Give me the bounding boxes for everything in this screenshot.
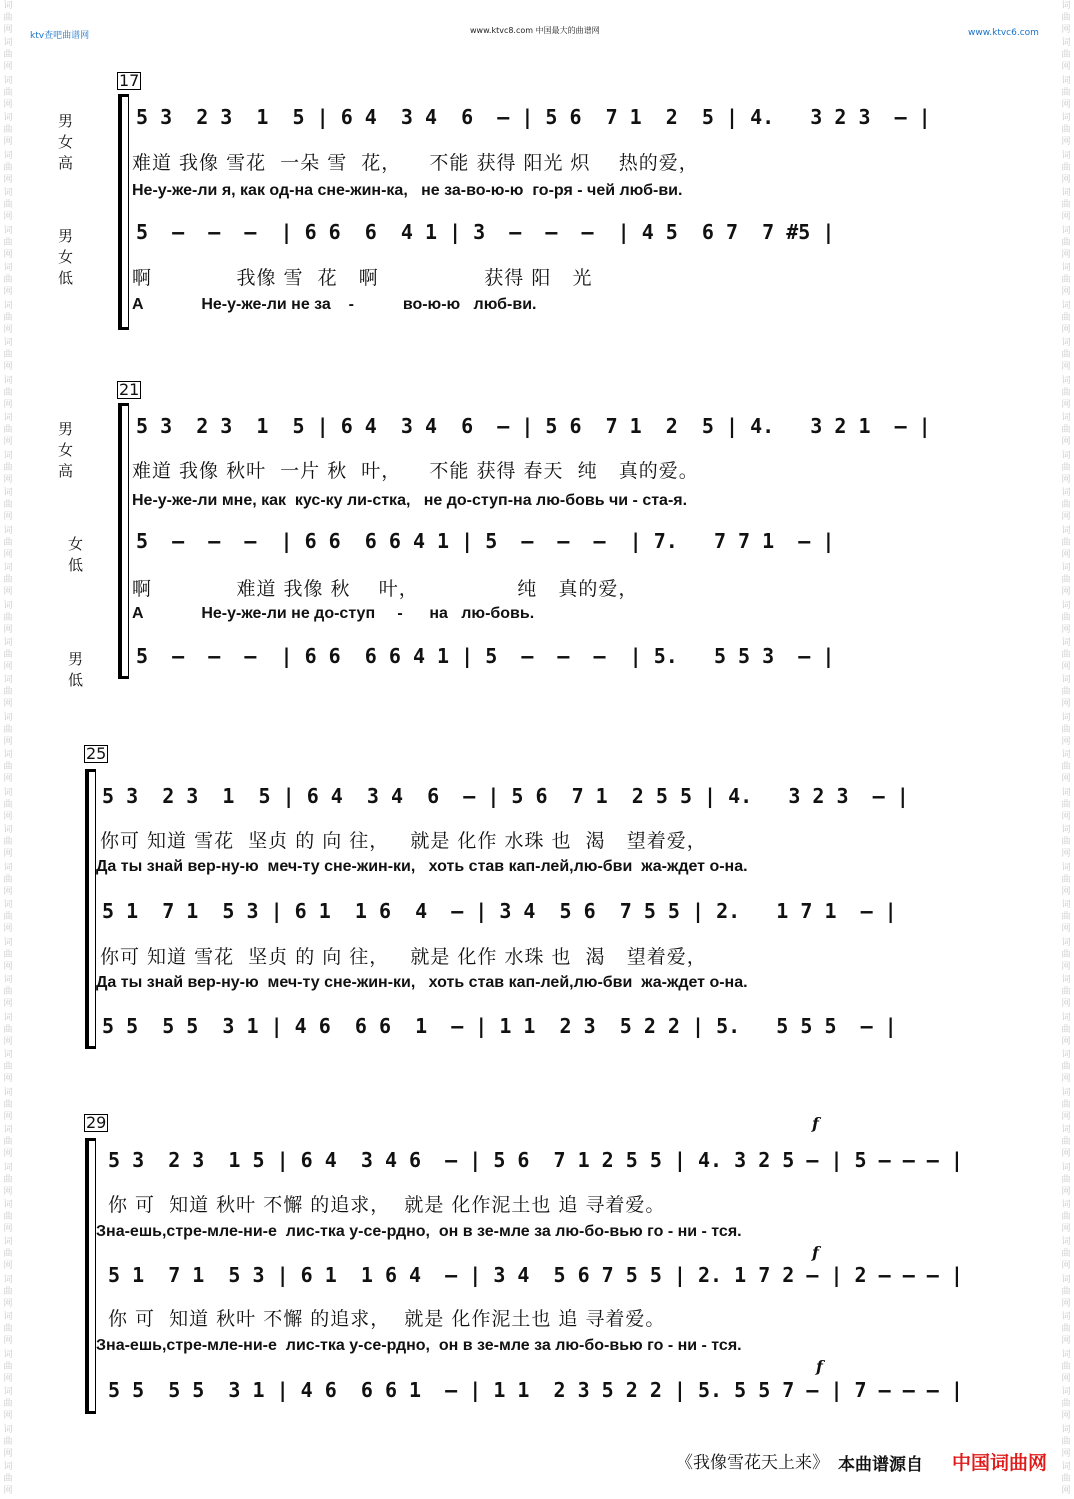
watermark-glyph: 词 bbox=[1061, 675, 1071, 686]
watermark-glyph: 网 bbox=[3, 212, 13, 223]
watermark-glyph: 网 bbox=[3, 1074, 13, 1085]
watermark-glyph: 词 bbox=[1061, 1349, 1071, 1360]
watermark-glyph: 网 bbox=[3, 174, 13, 185]
watermark-glyph: 曲 bbox=[3, 275, 13, 286]
watermark-glyph: 曲 bbox=[1061, 1062, 1071, 1073]
watermark-glyph: 网 bbox=[3, 774, 13, 785]
watermark-glyph: 网 bbox=[3, 62, 13, 73]
watermark-glyph: 词 bbox=[1061, 637, 1071, 648]
watermark-glyph: 词 bbox=[1061, 1200, 1071, 1210]
voice-label: 女低 bbox=[68, 535, 84, 574]
watermark-glyph: 曲 bbox=[1061, 1324, 1071, 1335]
watermark-glyph: 词 bbox=[1061, 825, 1071, 836]
watermark-glyph: 曲 bbox=[3, 237, 13, 248]
watermark-glyph: 网 bbox=[3, 1261, 13, 1272]
watermark-left bbox=[2, 0, 14, 1499]
watermark-glyph: 网 bbox=[3, 1336, 13, 1347]
watermark-glyph: 曲 bbox=[3, 1474, 13, 1485]
header-center-site: www.ktvc8.com 中国最大的曲谱网 bbox=[470, 26, 600, 35]
watermark-glyph: 词 bbox=[1061, 1274, 1071, 1285]
watermark-glyph: 曲 bbox=[3, 1137, 13, 1148]
watermark-glyph: 词 bbox=[3, 975, 13, 986]
watermark-glyph: 词 bbox=[1061, 488, 1071, 499]
watermark-glyph: 曲 bbox=[1061, 87, 1071, 98]
watermark-glyph: 词 bbox=[1061, 900, 1071, 911]
lyrics-chinese: 啊 难道 我像 秋 叶， 纯 真的爱， bbox=[132, 578, 639, 600]
watermark-glyph: 词 bbox=[3, 1387, 13, 1398]
watermark-glyph: 网 bbox=[3, 1036, 13, 1047]
watermark-glyph: 曲 bbox=[3, 312, 13, 323]
watermark-glyph: 词 bbox=[1061, 712, 1071, 723]
watermark-glyph: 词 bbox=[3, 1274, 13, 1285]
watermark-glyph: 网 bbox=[1061, 1486, 1071, 1497]
watermark-glyph: 网 bbox=[3, 399, 13, 410]
watermark-glyph: 词 bbox=[1061, 1237, 1071, 1248]
footer-source-label: 本曲谱源自 bbox=[838, 1455, 923, 1475]
dynamic-forte: f bbox=[816, 1357, 823, 1376]
watermark-glyph: 词 bbox=[1061, 975, 1071, 986]
watermark-glyph: 词 bbox=[1061, 563, 1071, 574]
lyrics-russian: Зна-ешь,стре-мле-ни-е лис-тка у-се-рдно, он в зе-мле за лю-бо-вью го - ни - тся. bbox=[96, 1223, 742, 1240]
watermark-glyph: 词 bbox=[3, 600, 13, 611]
watermark-glyph: 曲 bbox=[1061, 1399, 1071, 1410]
watermark-glyph: 网 bbox=[1061, 1411, 1071, 1422]
watermark-glyph: 曲 bbox=[1061, 50, 1071, 61]
watermark-glyph: 曲 bbox=[1061, 1099, 1071, 1110]
watermark-glyph: 网 bbox=[3, 25, 13, 35]
lyrics-russian: Не-у-же-ли мне, как кус-ку ли-стка, не до-ступ-на лю-бовь чи - ста-я. bbox=[132, 492, 688, 509]
watermark-glyph: 网 bbox=[3, 137, 13, 148]
watermark-glyph: 曲 bbox=[3, 537, 13, 548]
watermark-glyph: 曲 bbox=[3, 762, 13, 773]
watermark-glyph: 网 bbox=[3, 587, 13, 598]
watermark-glyph: 曲 bbox=[1061, 649, 1071, 660]
watermark-glyph: 词 bbox=[3, 1200, 13, 1210]
watermark-glyph: 曲 bbox=[3, 50, 13, 61]
watermark-glyph: 词 bbox=[3, 38, 13, 49]
watermark-glyph: 曲 bbox=[3, 13, 13, 23]
watermark-glyph: 网 bbox=[3, 999, 13, 1010]
watermark-glyph: 词 bbox=[3, 300, 13, 311]
watermark-glyph: 词 bbox=[1061, 75, 1071, 86]
watermark-glyph: 曲 bbox=[3, 1399, 13, 1410]
watermark-glyph: 曲 bbox=[1061, 1174, 1071, 1185]
notes-line: 5 3 2 3 1 5 | 6 4 3 4 6 – | 5 6 7 1 2 5 5 | 4. 3 2 5 – | 5 – – – | bbox=[108, 1148, 963, 1172]
watermark-glyph: 曲 bbox=[1061, 949, 1071, 960]
header-right-site: www.ktvc6.com bbox=[968, 28, 1039, 38]
watermark-glyph: 曲 bbox=[3, 1099, 13, 1110]
watermark-glyph: 词 bbox=[1061, 1387, 1071, 1398]
watermark-glyph: 曲 bbox=[3, 462, 13, 473]
watermark-glyph: 词 bbox=[3, 1237, 13, 1248]
lyrics-russian: Да ты знай вер-ну-ю меч-ту сне-жин-ки, хоть став кап-лей,лю-бви жа-ждет о-на. bbox=[96, 974, 748, 991]
watermark-glyph: 词 bbox=[1061, 600, 1071, 611]
notes-line: 5 3 2 3 1 5 | 6 4 3 4 6 – | 5 6 7 1 2 5 5 | 4. 3 2 3 – | bbox=[102, 784, 909, 808]
watermark-glyph: 网 bbox=[1061, 25, 1071, 35]
watermark-glyph: 网 bbox=[1061, 1336, 1071, 1347]
watermark-glyph: 词 bbox=[3, 825, 13, 836]
watermark-glyph: 曲 bbox=[3, 837, 13, 848]
watermark-glyph: 词 bbox=[1061, 787, 1071, 798]
notes-line: 5 3 2 3 1 5 | 6 4 3 4 6 – | 5 6 7 1 2 5 | 4. 3 2 3 – | bbox=[136, 105, 931, 129]
watermark-glyph: 曲 bbox=[1061, 987, 1071, 998]
lyrics-russian: Да ты знай вер-ну-ю меч-ту сне-жин-ки, хоть став кап-лей,лю-бви жа-ждет о-на. bbox=[96, 858, 748, 875]
system-line bbox=[95, 1138, 96, 1414]
watermark-glyph: 网 bbox=[3, 1448, 13, 1459]
watermark-glyph: 网 bbox=[3, 512, 13, 523]
measure-number: 21 bbox=[119, 380, 140, 399]
watermark-glyph: 词 bbox=[3, 263, 13, 274]
watermark-glyph: 词 bbox=[3, 563, 13, 574]
watermark-glyph: 曲 bbox=[3, 1361, 13, 1372]
watermark-glyph: 网 bbox=[1061, 661, 1071, 672]
watermark-glyph: 词 bbox=[3, 787, 13, 798]
watermark-glyph: 曲 bbox=[1061, 1249, 1071, 1260]
watermark-glyph: 曲 bbox=[1061, 1024, 1071, 1035]
watermark-glyph: 网 bbox=[3, 1486, 13, 1497]
watermark-glyph: 词 bbox=[3, 712, 13, 723]
watermark-glyph: 词 bbox=[3, 1050, 13, 1061]
watermark-glyph: 曲 bbox=[3, 1174, 13, 1185]
lyrics-chinese: 难道 我像 雪花 一朵 雪 花， 不能 获得 阳光 炽 热的爱， bbox=[132, 152, 699, 174]
watermark-glyph: 曲 bbox=[1061, 687, 1071, 698]
watermark-glyph: 网 bbox=[1061, 1448, 1071, 1459]
watermark-glyph: 网 bbox=[1061, 736, 1071, 747]
watermark-glyph: 曲 bbox=[1061, 500, 1071, 511]
watermark-glyph: 网 bbox=[1061, 1261, 1071, 1272]
watermark-glyph: 曲 bbox=[1061, 575, 1071, 586]
watermark-glyph: 曲 bbox=[1061, 237, 1071, 248]
watermark-glyph: 词 bbox=[3, 1087, 13, 1098]
watermark-glyph: 网 bbox=[3, 249, 13, 260]
watermark-glyph: 网 bbox=[1061, 212, 1071, 223]
watermark-glyph: 词 bbox=[1061, 150, 1071, 161]
watermark-glyph: 词 bbox=[1061, 225, 1071, 236]
watermark-glyph: 词 bbox=[3, 862, 13, 873]
watermark-glyph: 词 bbox=[3, 675, 13, 686]
watermark-glyph: 词 bbox=[1061, 1312, 1071, 1323]
watermark-glyph: 网 bbox=[3, 287, 13, 298]
dynamic-forte: f bbox=[812, 1243, 819, 1262]
dynamic-forte: f bbox=[812, 1114, 819, 1133]
watermark-glyph: 网 bbox=[1061, 886, 1071, 897]
watermark-glyph: 词 bbox=[1061, 750, 1071, 761]
watermark-glyph: 网 bbox=[1061, 1298, 1071, 1309]
notes-line: 5 3 2 3 1 5 | 6 4 3 4 6 – | 5 6 7 1 2 5 | 4. 3 2 1 – | bbox=[136, 414, 931, 438]
watermark-glyph: 曲 bbox=[3, 724, 13, 735]
watermark-glyph: 词 bbox=[1061, 300, 1071, 311]
watermark-glyph: 曲 bbox=[1061, 162, 1071, 173]
watermark-glyph: 曲 bbox=[3, 575, 13, 586]
watermark-glyph: 曲 bbox=[3, 649, 13, 660]
watermark-glyph: 曲 bbox=[1061, 762, 1071, 773]
watermark-glyph: 曲 bbox=[1061, 312, 1071, 323]
watermark-glyph: 曲 bbox=[1061, 275, 1071, 286]
voice-label: 男女高 bbox=[58, 420, 74, 480]
watermark-glyph: 网 bbox=[1061, 474, 1071, 485]
watermark-glyph: 网 bbox=[3, 549, 13, 560]
watermark-glyph: 网 bbox=[1061, 1373, 1071, 1384]
lyrics-chinese: 你可 知道 雪花 坚贞 的 向 往， 就是 化作 水珠 也 渴 望着爱， bbox=[100, 830, 707, 852]
voice-label: 男低 bbox=[68, 650, 84, 689]
lyrics-chinese: 你 可 知道 秋叶 不懈 的追求， 就是 化作泥土也 追 寻着爱。 bbox=[108, 1308, 666, 1330]
watermark-glyph: 网 bbox=[3, 1111, 13, 1122]
watermark-glyph: 词 bbox=[3, 1162, 13, 1173]
watermark-glyph: 词 bbox=[3, 375, 13, 386]
watermark-glyph: 网 bbox=[1061, 1224, 1071, 1234]
watermark-glyph: 曲 bbox=[3, 874, 13, 885]
notes-line: 5 5 5 5 3 1 | 4 6 6 6 1 – | 1 1 2 3 5 2 2 | 5. 5 5 7 – | 7 – – – | bbox=[108, 1378, 963, 1402]
watermark-glyph: 曲 bbox=[3, 162, 13, 173]
watermark-glyph: 网 bbox=[3, 474, 13, 485]
watermark-glyph: 网 bbox=[3, 437, 13, 448]
watermark-glyph: 网 bbox=[1061, 774, 1071, 785]
watermark-glyph: 词 bbox=[1061, 1462, 1071, 1473]
watermark-glyph: 词 bbox=[3, 1424, 13, 1435]
watermark-glyph: 网 bbox=[3, 1149, 13, 1160]
system-line bbox=[128, 94, 129, 330]
watermark-glyph: 词 bbox=[3, 637, 13, 648]
watermark-glyph: 曲 bbox=[1061, 1286, 1071, 1297]
watermark-glyph: 曲 bbox=[3, 987, 13, 998]
watermark-glyph: 词 bbox=[1061, 525, 1071, 536]
watermark-glyph: 词 bbox=[3, 1, 13, 11]
watermark-glyph: 网 bbox=[3, 736, 13, 747]
watermark-glyph: 曲 bbox=[3, 799, 13, 810]
lyrics-russian: А Не-у-же-ли не за - во-ю-ю люб-ви. bbox=[132, 296, 537, 313]
watermark-glyph: 曲 bbox=[3, 1436, 13, 1447]
watermark-glyph: 曲 bbox=[1061, 462, 1071, 473]
watermark-glyph: 词 bbox=[1061, 1050, 1071, 1061]
watermark-glyph: 词 bbox=[1061, 450, 1071, 461]
watermark-glyph: 曲 bbox=[1061, 1436, 1071, 1447]
watermark-glyph: 词 bbox=[1061, 113, 1071, 124]
watermark-glyph: 曲 bbox=[3, 425, 13, 436]
notes-line: 5 – – – | 6 6 6 6 4 1 | 5 – – – | 7. 7 7 1 – | bbox=[136, 529, 835, 553]
notes-line: 5 1 7 1 5 3 | 6 1 1 6 4 – | 3 4 5 6 7 5 5 | 2. 1 7 1 – | bbox=[102, 899, 897, 923]
watermark-glyph: 网 bbox=[1061, 287, 1071, 298]
watermark-glyph: 网 bbox=[3, 1186, 13, 1197]
watermark-glyph: 曲 bbox=[1061, 912, 1071, 923]
watermark-glyph: 网 bbox=[1061, 99, 1071, 110]
staff-brace bbox=[85, 1138, 89, 1414]
watermark-glyph: 曲 bbox=[1061, 1212, 1071, 1222]
watermark-glyph: 网 bbox=[1061, 811, 1071, 822]
watermark-glyph: 网 bbox=[1061, 324, 1071, 335]
watermark-glyph: 词 bbox=[1061, 413, 1071, 424]
watermark-glyph: 曲 bbox=[3, 500, 13, 511]
watermark-glyph: 词 bbox=[1061, 1087, 1071, 1098]
watermark-glyph: 曲 bbox=[3, 1286, 13, 1297]
measure-number: 25 bbox=[86, 744, 107, 763]
watermark-glyph: 曲 bbox=[1061, 612, 1071, 623]
lyrics-chinese: 你 可 知道 秋叶 不懈 的追求， 就是 化作泥土也 追 寻着爱。 bbox=[108, 1194, 666, 1216]
watermark-glyph: 网 bbox=[1061, 924, 1071, 935]
watermark-glyph: 词 bbox=[3, 450, 13, 461]
watermark-glyph: 词 bbox=[3, 1349, 13, 1360]
notes-line: 5 – – – | 6 6 6 4 1 | 3 – – – | 4 5 6 7 7 #5 | bbox=[136, 220, 835, 244]
watermark-glyph: 曲 bbox=[3, 125, 13, 136]
notes-line: 5 – – – | 6 6 6 6 4 1 | 5 – – – | 5. 5 5 3 – | bbox=[136, 644, 835, 668]
staff-brace bbox=[85, 769, 89, 1049]
watermark-glyph: 曲 bbox=[1061, 425, 1071, 436]
watermark-glyph: 网 bbox=[1061, 137, 1071, 148]
watermark-glyph: 网 bbox=[3, 961, 13, 972]
watermark-glyph: 网 bbox=[1061, 1074, 1071, 1085]
watermark-right bbox=[1060, 0, 1072, 1499]
watermark-glyph: 网 bbox=[3, 324, 13, 335]
watermark-glyph: 词 bbox=[3, 900, 13, 911]
watermark-glyph: 词 bbox=[3, 188, 13, 199]
watermark-glyph: 网 bbox=[1061, 624, 1071, 635]
voice-label: 男女高 bbox=[58, 112, 74, 172]
watermark-glyph: 词 bbox=[3, 525, 13, 536]
watermark-glyph: 曲 bbox=[1061, 537, 1071, 548]
watermark-glyph: 网 bbox=[1061, 999, 1071, 1010]
watermark-glyph: 网 bbox=[3, 849, 13, 860]
watermark-glyph: 词 bbox=[3, 1125, 13, 1136]
watermark-glyph: 曲 bbox=[1061, 1474, 1071, 1485]
watermark-glyph: 网 bbox=[3, 886, 13, 897]
watermark-glyph: 网 bbox=[3, 1224, 13, 1234]
watermark-glyph: 词 bbox=[1061, 1424, 1071, 1435]
watermark-glyph: 曲 bbox=[3, 1249, 13, 1260]
header-left-site: ktv查吧曲谱网 bbox=[30, 31, 90, 41]
watermark-glyph: 网 bbox=[1061, 512, 1071, 523]
watermark-glyph: 网 bbox=[3, 661, 13, 672]
watermark-glyph: 曲 bbox=[1061, 724, 1071, 735]
watermark-glyph: 网 bbox=[3, 924, 13, 935]
notes-line: 5 1 7 1 5 3 | 6 1 1 6 4 – | 3 4 5 6 7 5 5 | 2. 1 7 2 – | 2 – – – | bbox=[108, 1263, 963, 1287]
watermark-glyph: 词 bbox=[3, 488, 13, 499]
watermark-glyph: 词 bbox=[3, 1312, 13, 1323]
watermark-glyph: 曲 bbox=[3, 87, 13, 98]
watermark-glyph: 网 bbox=[1061, 362, 1071, 373]
footer-site-link[interactable]: 中国词曲网 bbox=[952, 1452, 1048, 1474]
watermark-glyph: 网 bbox=[1061, 961, 1071, 972]
watermark-glyph: 曲 bbox=[3, 387, 13, 398]
voice-label: 男女低 bbox=[58, 227, 74, 287]
watermark-glyph: 曲 bbox=[1061, 350, 1071, 361]
watermark-glyph: 网 bbox=[1061, 399, 1071, 410]
watermark-glyph: 曲 bbox=[3, 1024, 13, 1035]
watermark-glyph: 曲 bbox=[1061, 13, 1071, 23]
watermark-glyph: 曲 bbox=[1061, 1361, 1071, 1372]
watermark-glyph: 网 bbox=[3, 624, 13, 635]
watermark-glyph: 词 bbox=[3, 75, 13, 86]
system-line bbox=[128, 403, 129, 679]
watermark-glyph: 词 bbox=[3, 1462, 13, 1473]
watermark-glyph: 曲 bbox=[1061, 125, 1071, 136]
watermark-glyph: 网 bbox=[1061, 1186, 1071, 1197]
watermark-glyph: 网 bbox=[1061, 62, 1071, 73]
watermark-glyph: 网 bbox=[1061, 549, 1071, 560]
watermark-glyph: 曲 bbox=[3, 949, 13, 960]
watermark-glyph: 网 bbox=[1061, 249, 1071, 260]
watermark-glyph: 词 bbox=[1061, 375, 1071, 386]
watermark-glyph: 词 bbox=[3, 225, 13, 236]
watermark-glyph: 词 bbox=[1061, 1162, 1071, 1173]
watermark-glyph: 词 bbox=[3, 113, 13, 124]
watermark-glyph: 词 bbox=[1061, 937, 1071, 948]
lyrics-russian: Не-у-же-ли я, как од-на сне-жин-ка, не за-во-ю-ю го-ря - чей люб-ви. bbox=[132, 182, 683, 199]
watermark-glyph: 曲 bbox=[1061, 799, 1071, 810]
watermark-glyph: 曲 bbox=[1061, 200, 1071, 211]
measure-number: 29 bbox=[86, 1113, 107, 1132]
staff-brace bbox=[118, 94, 122, 330]
watermark-glyph: 曲 bbox=[1061, 874, 1071, 885]
watermark-glyph: 曲 bbox=[3, 1324, 13, 1335]
watermark-glyph: 网 bbox=[1061, 1111, 1071, 1122]
watermark-glyph: 网 bbox=[1061, 1036, 1071, 1047]
watermark-glyph: 网 bbox=[1061, 1149, 1071, 1160]
watermark-glyph: 词 bbox=[1061, 338, 1071, 349]
watermark-glyph: 网 bbox=[3, 1298, 13, 1309]
watermark-glyph: 词 bbox=[1061, 1125, 1071, 1136]
watermark-glyph: 词 bbox=[3, 1012, 13, 1023]
lyrics-russian: А Не-у-же-ли не до-ступ - на лю-бовь. bbox=[132, 605, 535, 622]
watermark-glyph: 词 bbox=[3, 338, 13, 349]
watermark-glyph: 网 bbox=[3, 99, 13, 110]
watermark-glyph: 曲 bbox=[3, 200, 13, 211]
watermark-glyph: 词 bbox=[1061, 38, 1071, 49]
footer-song-title: 《我像雪花天上来》 bbox=[676, 1453, 829, 1473]
watermark-glyph: 词 bbox=[1061, 1, 1071, 11]
watermark-glyph: 词 bbox=[1061, 862, 1071, 873]
watermark-glyph: 网 bbox=[1061, 587, 1071, 598]
watermark-glyph: 网 bbox=[1061, 174, 1071, 185]
system-line bbox=[95, 769, 96, 1049]
watermark-glyph: 词 bbox=[3, 150, 13, 161]
watermark-glyph: 曲 bbox=[3, 350, 13, 361]
watermark-glyph: 网 bbox=[3, 1373, 13, 1384]
lyrics-chinese: 难道 我像 秋叶 一片 秋 叶， 不能 获得 春天 纯 真的爱。 bbox=[132, 460, 699, 482]
watermark-glyph: 网 bbox=[1061, 849, 1071, 860]
watermark-glyph: 曲 bbox=[3, 687, 13, 698]
watermark-glyph: 曲 bbox=[1061, 837, 1071, 848]
watermark-glyph: 词 bbox=[3, 413, 13, 424]
watermark-glyph: 曲 bbox=[1061, 387, 1071, 398]
lyrics-chinese: 啊 我像 雪 花 啊 获得 阳 光 bbox=[132, 267, 593, 289]
watermark-glyph: 曲 bbox=[3, 612, 13, 623]
notes-line: 5 5 5 5 3 1 | 4 6 6 6 1 – | 1 1 2 3 5 2 2 | 5. 5 5 5 – | bbox=[102, 1014, 897, 1038]
measure-number: 17 bbox=[119, 71, 140, 90]
watermark-glyph: 词 bbox=[1061, 263, 1071, 274]
watermark-glyph: 曲 bbox=[3, 1062, 13, 1073]
watermark-glyph: 网 bbox=[1061, 699, 1071, 710]
watermark-glyph: 网 bbox=[3, 699, 13, 710]
watermark-glyph: 网 bbox=[3, 1411, 13, 1422]
watermark-glyph: 曲 bbox=[3, 912, 13, 923]
watermark-glyph: 词 bbox=[1061, 188, 1071, 199]
watermark-glyph: 曲 bbox=[3, 1212, 13, 1222]
watermark-glyph: 网 bbox=[3, 811, 13, 822]
watermark-glyph: 词 bbox=[3, 937, 13, 948]
watermark-glyph: 词 bbox=[3, 750, 13, 761]
lyrics-chinese: 你可 知道 雪花 坚贞 的 向 往， 就是 化作 水珠 也 渴 望着爱， bbox=[100, 946, 707, 968]
lyrics-russian: Зна-ешь,стре-мле-ни-е лис-тка у-се-рдно, он в зе-мле за лю-бо-вью го - ни - тся. bbox=[96, 1337, 742, 1354]
watermark-glyph: 词 bbox=[1061, 1012, 1071, 1023]
watermark-glyph: 网 bbox=[1061, 437, 1071, 448]
watermark-glyph: 曲 bbox=[1061, 1137, 1071, 1148]
watermark-glyph: 网 bbox=[3, 362, 13, 373]
staff-brace bbox=[118, 403, 122, 679]
